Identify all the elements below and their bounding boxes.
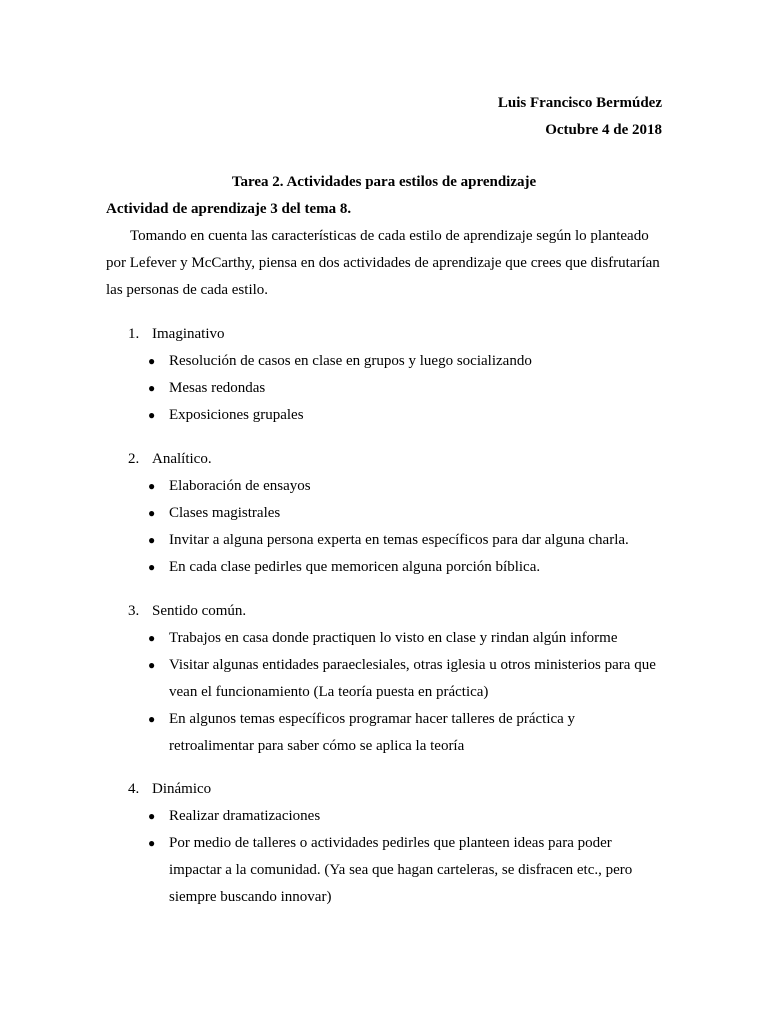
section-heading (128, 598, 668, 625)
list-item (128, 706, 659, 760)
list-item-text: Mesas redondas (169, 380, 266, 396)
list-item (128, 803, 659, 830)
list-item-text: Visitar algunas entidades paraeclesiales, otras iglesia u otros ministerios para que vean el funcionamiento (La teoría puesta en práctica) (169, 657, 656, 700)
section-number: 4. (128, 781, 140, 797)
section-title: Analítico. (152, 451, 212, 467)
list-item (128, 527, 659, 554)
bullet-icon: ● (148, 533, 156, 547)
bullet-icon: ● (148, 658, 156, 672)
list-item (128, 625, 659, 652)
section-title: Sentido común. (152, 603, 247, 619)
list-item (128, 402, 659, 429)
list-item-text: En cada clase pedirles que memoricen alguna porción bíblica. (169, 559, 541, 575)
list-item-text: Trabajos en casa donde practiquen lo visto en clase y rindan algún informe (169, 630, 618, 646)
list-item (128, 652, 659, 706)
section-heading (128, 776, 668, 803)
bullet-icon: ● (148, 631, 156, 645)
bullet-icon: ● (148, 479, 156, 493)
list-item (128, 473, 659, 500)
section-analitico (128, 446, 668, 581)
section-heading (128, 321, 668, 348)
author-name: Luis Francisco Bermúdez (497, 95, 662, 111)
list-item-text: Resolución de casos en clase en grupos y luego socializando (169, 353, 532, 369)
author-block (498, 90, 662, 144)
list-item (128, 348, 659, 375)
document-date: Octubre 4 de 2018 (545, 122, 662, 138)
section-sentido-comun (128, 598, 668, 760)
list-item-text: En algunos temas específicos programar hacer talleres de práctica y retroalimentar para saber cómo se aplica la teoría (169, 711, 576, 754)
document-subtitle: Actividad de aprendizaje 3 del tema 8. (106, 201, 352, 217)
section-dinamico (128, 776, 668, 911)
list-item-text: Elaboración de ensayos (169, 478, 311, 494)
list-item-text: Exposiciones grupales (169, 407, 304, 423)
section-imaginativo (128, 321, 668, 429)
section-number: 2. (128, 451, 140, 467)
bullet-list (128, 348, 668, 429)
bullet-icon: ● (148, 712, 156, 726)
section-heading (128, 446, 668, 473)
list-item (128, 554, 659, 581)
bullet-icon: ● (148, 836, 156, 850)
list-item-text: Por medio de talleres o actividades pedirles que planteen ideas para poder impactar a la comunidad. (Ya sea que hagan carteleras, se disfracen etc., pero siempre buscando innovar) (169, 835, 633, 905)
bullet-list (128, 803, 668, 911)
list-item (128, 500, 659, 527)
bullet-icon: ● (148, 408, 156, 422)
list-item-text: Realizar dramatizaciones (169, 808, 321, 824)
bullet-list (128, 625, 668, 760)
list-item-text: Invitar a alguna persona experta en temas específicos para dar alguna charla. (169, 532, 629, 548)
section-title: Dinámico (152, 781, 212, 797)
bullet-icon: ● (148, 809, 156, 823)
list-item (128, 830, 659, 911)
intro-paragraph: Tomando en cuenta las características de cada estilo de aprendizaje según lo planteado por Lefever y McCarthy, piensa en dos actividades de aprendizaje que crees que disfrutarían las personas de cada estilo. (106, 228, 660, 298)
document-title: Tarea 2. Actividades para estilos de aprendizaje (231, 174, 537, 190)
list-item (128, 375, 659, 402)
bullet-icon: ● (148, 354, 156, 368)
bullet-list (128, 473, 668, 581)
section-number: 3. (128, 603, 140, 619)
section-number: 1. (128, 326, 140, 342)
bullet-icon: ● (148, 506, 156, 520)
bullet-icon: ● (148, 560, 156, 574)
list-item-text: Clases magistrales (169, 505, 281, 521)
section-title: Imaginativo (152, 326, 225, 342)
bullet-icon: ● (148, 381, 156, 395)
